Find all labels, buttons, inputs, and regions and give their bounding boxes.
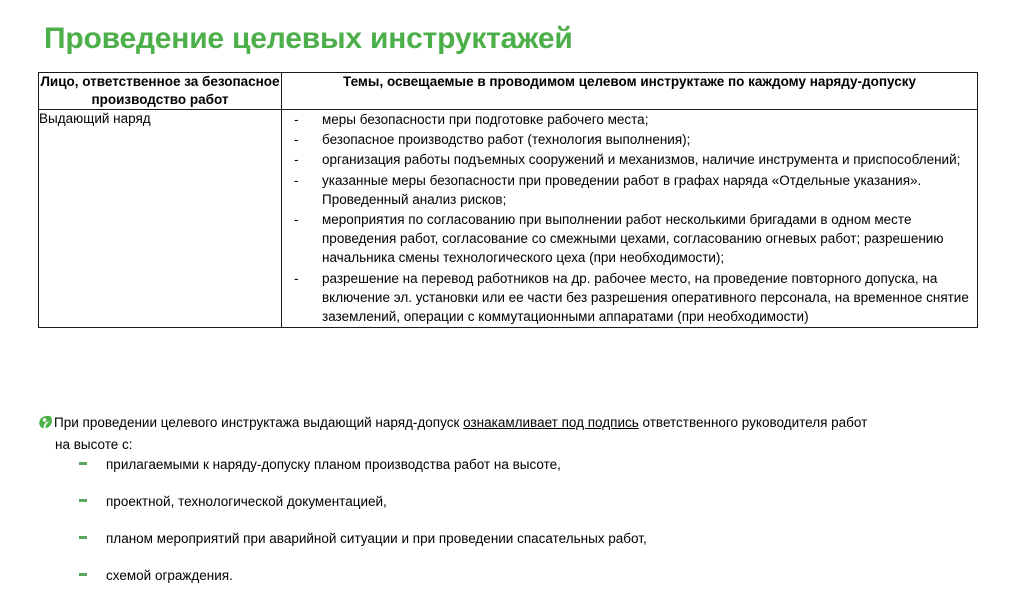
table-header-person: Лицо, ответственное за безопасное производство работ <box>39 73 282 110</box>
table-cell-person: Выдающий наряд <box>39 110 282 328</box>
list-item: - организация работы подъемных сооружений и механизмов, наличие инструмента и приспособлений; <box>282 150 977 169</box>
table-cell-topics <box>282 110 978 328</box>
list-item: планом мероприятий при аварийной ситуации и при проведении спасательных работ, <box>76 529 976 548</box>
list-item: - разрешение на перевод работников на др. рабочее место, на проведение повторного допуска, на включение эл. установки или ее части без разрешения оперативного персонала, на временное снятие заземлений, операции с коммутационными аппаратами (при необходимости) <box>282 269 977 327</box>
leaf-icon <box>38 414 53 428</box>
topics-list <box>282 110 977 326</box>
note-text-before: При проведении целевого инструктажа выдающий наряд-допуск <box>54 415 464 430</box>
note-text-underlined: ознакамливает под подпись <box>463 415 639 430</box>
list-item: проектной, технологической документацией, <box>76 492 976 511</box>
list-item: - мероприятия по согласованию при выполнении работ несколькими бригадами в одном месте проведения работ, согласование со смежными цехами, согласованию огневых работ; разрешению начальника смены технологического цеха (при необходимости); <box>282 210 977 268</box>
list-item: схемой ограждения. <box>76 566 976 585</box>
list-item: - указанные меры безопасности при проведении работ в графах наряда «Отдельные указания». Проведенный анализ рисков; <box>282 171 977 209</box>
table-row <box>39 110 978 328</box>
list-item: - меры безопасности при подготовке рабочего места; <box>282 110 977 129</box>
requirements-list <box>76 455 976 603</box>
instruction-topics-table <box>38 72 978 328</box>
table-header-topics: Темы, освещаемые в проводимом целевом инструктаже по каждому наряду-допуску <box>282 73 978 110</box>
table-header-row <box>39 73 978 110</box>
list-item: прилагаемыми к наряду-допуску планом производства работ на высоте, <box>76 455 976 474</box>
note-second-line: на высоте с: <box>55 437 133 452</box>
note-text-after: ответственного руководителя работ <box>638 415 868 430</box>
note-paragraph <box>38 412 993 456</box>
list-item: - безопасное производство работ (технология выполнения); <box>282 130 977 149</box>
page-title: Проведение целевых инструктажей <box>44 22 573 55</box>
